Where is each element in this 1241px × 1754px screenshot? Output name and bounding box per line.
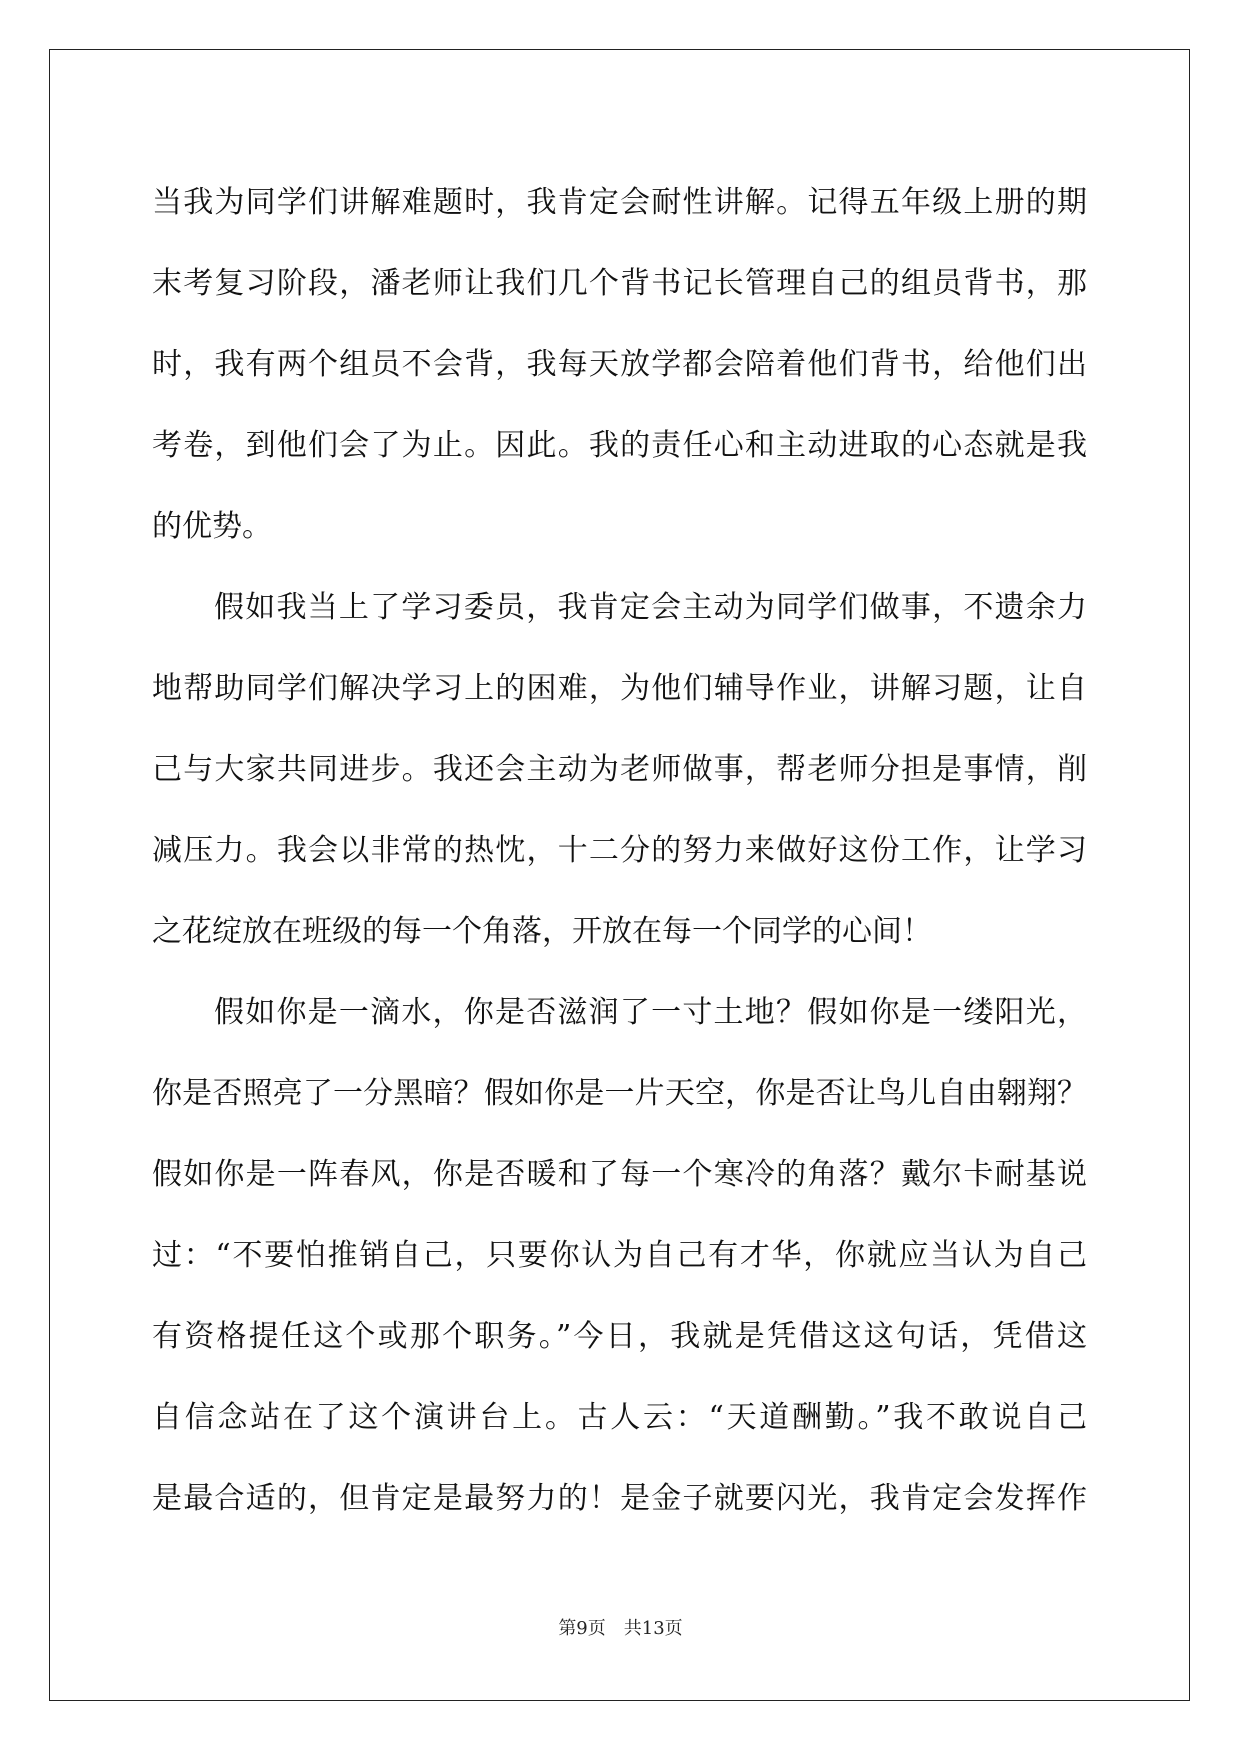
text-line: 你是否照亮了一分黑暗？假如你是一片天空，你是否让鸟儿自由翱翔？ bbox=[152, 1076, 1087, 1111]
text-line: 地帮助同学们解决学习上的困难，为他们辅导作业，讲解习题，让自 bbox=[152, 671, 1087, 706]
text-line: 减压力。我会以非常的热忱，十二分的努力来做好这份工作，让学习 bbox=[152, 833, 1087, 868]
text-line: 假如我当上了学习委员，我肯定会主动为同学们做事，不遗余力 bbox=[214, 590, 1087, 625]
text-line: 末考复习阶段，潘老师让我们几个背书记长管理自己的组员背书，那 bbox=[152, 266, 1087, 301]
text-line: 有资格提任这个或那个职务。”今日，我就是凭借这这句话，凭借这 bbox=[152, 1319, 1087, 1354]
page-number: 第9页 bbox=[558, 1618, 606, 1639]
text-line: 之花绽放在班级的每一个角落，开放在每一个同学的心间！ bbox=[152, 914, 932, 949]
document-body bbox=[152, 162, 1087, 1539]
text-line: 自信念站在了这个演讲台上。古人云：“天道酬勤。”我不敢说自己 bbox=[152, 1400, 1087, 1435]
page-footer bbox=[0, 1614, 1241, 1640]
text-line: 的优势。 bbox=[152, 509, 272, 544]
page-total: 共13页 bbox=[623, 1618, 683, 1639]
text-line: 假如你是一阵春风，你是否暖和了每一个寒冷的角落？戴尔卡耐基说 bbox=[152, 1157, 1087, 1192]
text-line: 假如你是一滴水，你是否滋润了一寸土地？假如你是一缕阳光， bbox=[214, 995, 1087, 1030]
text-line: 过：“不要怕推销自己，只要你认为自己有才华，你就应当认为自己 bbox=[152, 1238, 1087, 1273]
text-line: 考卷，到他们会了为止。因此。我的责任心和主动进取的心态就是我 bbox=[152, 428, 1087, 463]
text-line: 己与大家共同进步。我还会主动为老师做事，帮老师分担是事情，削 bbox=[152, 752, 1087, 787]
text-line: 是最合适的，但肯定是最努力的！是金子就要闪光，我肯定会发挥作 bbox=[152, 1481, 1087, 1516]
text-line: 当我为同学们讲解难题时，我肯定会耐性讲解。记得五年级上册的期 bbox=[152, 185, 1087, 220]
text-line: 时，我有两个组员不会背，我每天放学都会陪着他们背书，给他们出 bbox=[152, 347, 1087, 382]
